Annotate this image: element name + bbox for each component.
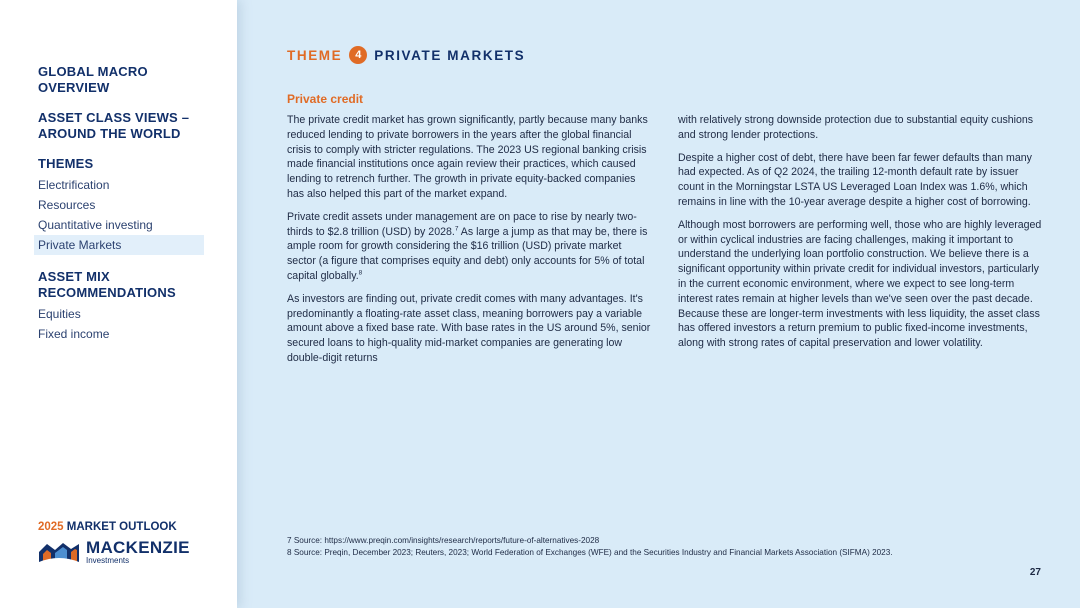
page-number: 27 [1029, 567, 1041, 578]
nav-group-asset-mix [38, 269, 208, 344]
nav-link-electrification[interactable]: Electrification [38, 178, 110, 192]
logo-subtitle: Investments [86, 556, 130, 565]
nav-link-resources[interactable]: Resources [38, 198, 96, 212]
nav-link-global-macro-overview[interactable]: GLOBAL MACRO OVERVIEW [38, 64, 148, 95]
sidebar [0, 0, 237, 608]
nav-link-quantitative-investing[interactable]: Quantitative investing [38, 218, 153, 232]
paragraph: As investors are finding out, private credit comes with many advantages. It's predominantly a floating-rate asset class, meaning borrowers pay a variable amount above a fixed base rate. With base rates in the US around 5%, senior secured loans to high-quality mid-market companies are generating low double-digit returns [287, 292, 651, 364]
page-title [287, 46, 525, 64]
footnote-8: 8 Source: Preqin, December 2023; Reuters, 2023; World Federation of Exchanges (WFE) and the Securities Industry and Financial Markets Association (SIFMA) 2023. [287, 547, 893, 557]
mackenzie-logo-icon [38, 540, 80, 564]
nav-link-private-markets[interactable]: Private Markets [34, 235, 204, 255]
paragraph: Although most borrowers are performing well, those who are highly leveraged or within cyclical industries are facing challenges, making it important to understand the underlying loan portfolio construction. We believe there is a significant opportunity within private credit for individual investors, particularly in the current economic environment, where we expect to see long-term interest rates remain at higher levels than we've seen over the past decade. Because these are longer-term investments with less liquidity, the asset class has offered investors a return premium to public fixed-income investments, along with strong rates of capital preservation and lower volatility. [678, 218, 1042, 350]
footnote-ref: 7 [454, 225, 459, 233]
paragraph: Despite a higher cost of debt, there have been far fewer defaults than many had expected. As of Q2 2024, the trailing 12-month default rate by issuer count in the Morningstar LSTA US Leveraged Loan Index was 1.6%, which remains in line with the 10-year average despite a higher cost of borrowing. [678, 151, 1032, 208]
paragraph-text: Private credit assets under management are on pace to rise by nearly two-thirds to $2.8 trillion (USD) by 2028. [287, 210, 637, 238]
right-column [678, 113, 1046, 359]
theme-number-badge: 4 [349, 46, 367, 64]
logo-name: MACKENZIE [86, 538, 190, 557]
footnotes [287, 535, 1047, 558]
paragraph [287, 210, 653, 284]
market-outlook-label [38, 521, 190, 533]
left-column [287, 113, 653, 374]
main-content [237, 0, 1080, 608]
outlook-year: 2025 [38, 521, 64, 533]
nav-group-global-macro [38, 64, 208, 96]
outlook-text: MARKET OUTLOOK [63, 521, 177, 533]
logo-text [86, 539, 190, 565]
paragraph: The private credit market has grown significantly, partly because many banks reduced lending to private borrowers in the years after the global financial crisis to comply with stricter regulations. The 2023 US regional banking crisis made financial institutions once again review their practices, which caused lending to retrench further. The growth in private equity-backed companies has also helped this part of the market expand. [287, 114, 648, 200]
nav-group-themes [38, 156, 208, 255]
nav-link-equities[interactable]: Equities [38, 307, 81, 321]
paragraph-text: As large a jump as that may be, there is ample room for growth considering the $16 trillion (USD) private market sector (a figure that comprises equity and debt) only accounts for 5% of total capital globally. [287, 225, 648, 282]
brand-block [38, 521, 190, 565]
theme-label: THEME [287, 47, 343, 63]
paragraph: with relatively strong downside protection due to substantial equity cushions and strong lender protections. [678, 114, 1034, 141]
footnote-7: 7 Source: https://www.preqin.com/insights/research/reports/future-of-alternatives-2028 [287, 536, 600, 545]
section-title: Private credit [287, 92, 364, 106]
nav-link-themes[interactable]: THEMES [38, 156, 94, 171]
mackenzie-logo [38, 539, 190, 565]
sidebar-nav [38, 64, 208, 358]
nav-link-fixed-income[interactable]: Fixed income [38, 327, 110, 341]
nav-link-asset-class-views[interactable]: ASSET CLASS VIEWS – AROUND THE WORLD [38, 110, 190, 141]
footnote-ref: 8 [358, 269, 363, 277]
nav-link-asset-mix-recommendations[interactable]: ASSET MIX RECOMMENDATIONS [38, 269, 176, 300]
theme-name: PRIVATE MARKETS [374, 47, 526, 63]
nav-group-asset-class [38, 110, 208, 142]
